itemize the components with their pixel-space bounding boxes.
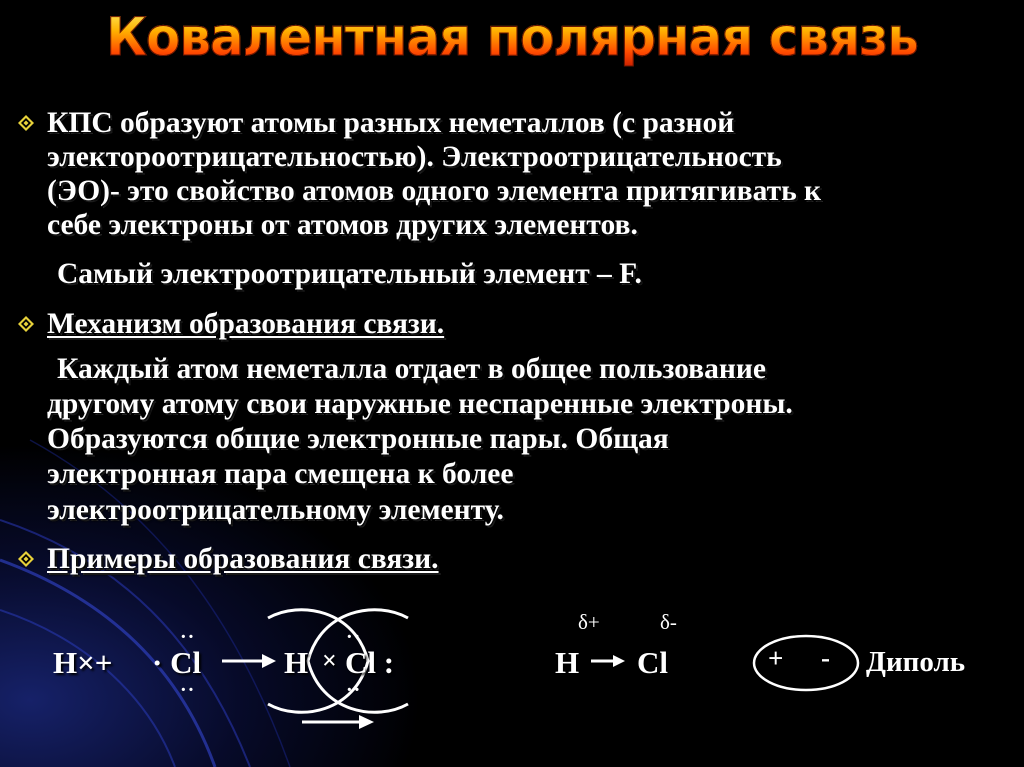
dipole-label: Диполь <box>866 646 966 678</box>
molecule-h: H <box>555 645 580 680</box>
slide-title: Ковалентная полярная связь <box>0 7 1024 68</box>
electron-dots-top-right: ·· <box>346 626 362 648</box>
product-h: H <box>284 645 309 680</box>
dipole-minus: - <box>821 643 830 673</box>
product-cl: Cl : <box>345 645 395 680</box>
bullet-1-line-3: (ЭО)- это свойство атомов одного элемента притягивать к <box>47 175 822 207</box>
cross-electron-icon: × <box>322 646 337 675</box>
delta-plus: δ+ <box>578 610 600 634</box>
para-2-line-5: электроотрицательному элементу. <box>47 494 504 526</box>
electron-dots-top-left: ·· <box>180 626 196 648</box>
molecule-cl: Cl <box>637 645 668 680</box>
electron-dots-bottom-left: ·· <box>180 679 196 701</box>
formula-cl-dot: · Cl <box>152 645 202 680</box>
formula-h-cross-plus: H×+ <box>53 645 113 680</box>
dipole-plus: + <box>768 643 784 673</box>
para-2-line-4: электронная пара смещена к более <box>47 458 514 490</box>
bullet-1-line-4: себе электроны от атомов других элементов. <box>47 209 638 241</box>
para-2-line-3: Образуются общие электронные пары. Общая <box>47 423 669 455</box>
bullet-3-heading: Примеры образования связи. <box>47 543 439 575</box>
note-most-electronegative: Самый электроотрицательный элемент – F. <box>57 258 642 290</box>
delta-minus: δ- <box>660 610 677 634</box>
bullet-2-heading: Механизм образования связи. <box>47 308 445 340</box>
electron-dots-bottom-right: ·· <box>346 679 362 701</box>
bullet-1-line-1: КПС образуют атомы разных неметаллов (с разной <box>47 107 735 139</box>
para-2-line-2: другому атому свои наружные неспаренные электроны. <box>47 388 793 420</box>
bullet-1-line-2: электороотрицательностью). Электроотрицательность <box>47 141 782 173</box>
para-2-line-1: Каждый атом неметалла отдает в общее пользование <box>57 353 766 385</box>
